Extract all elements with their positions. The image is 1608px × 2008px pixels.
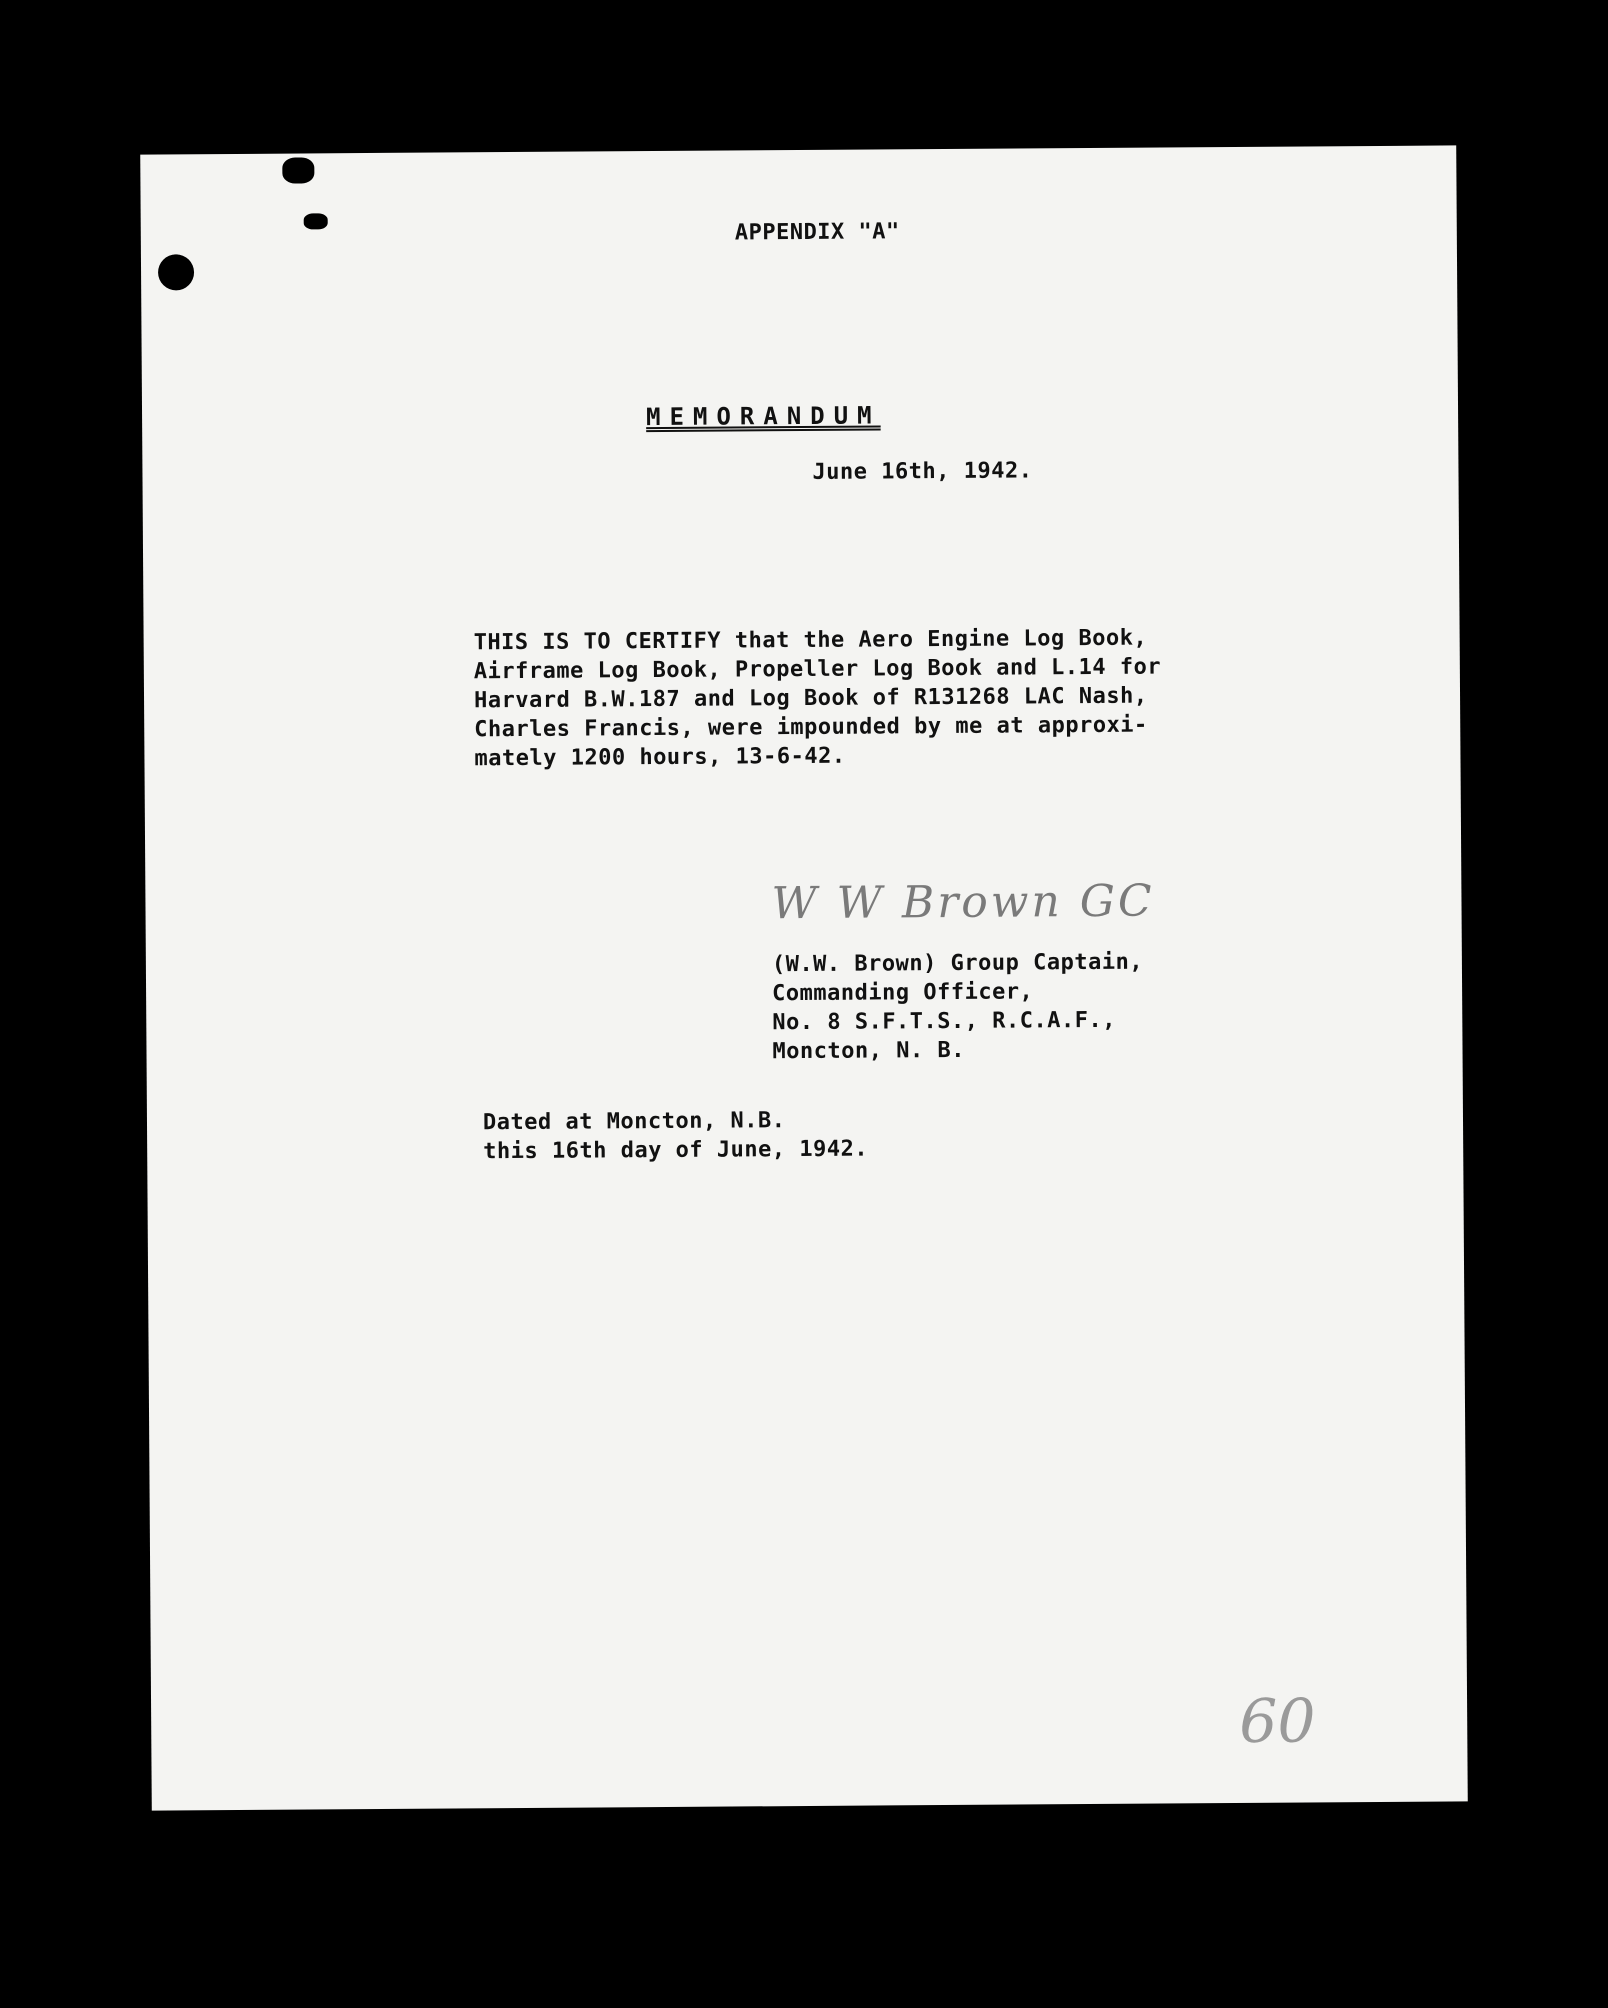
memo-date: June 16th, 1942. (812, 458, 1033, 485)
signatory-line: Moncton, N. B. (772, 1037, 966, 1065)
body-line: Airframe Log Book, Propeller Log Book and L.14 for (473, 654, 1162, 685)
body-line: mately 1200 hours, 13-6-42. (474, 743, 846, 772)
signatory-line: Commanding Officer, (772, 979, 1034, 1007)
appendix-label: APPENDIX "A" (734, 219, 900, 246)
dated-line: Dated at Moncton, N.B. (482, 1108, 786, 1136)
memorandum-page (140, 145, 1468, 1810)
memorandum-heading: MEMORANDUM (645, 401, 881, 432)
body-line: Harvard B.W.187 and Log Book of R131268 LAC Nash, (473, 683, 1148, 714)
staple-mark (282, 157, 314, 183)
dated-line: this 16th day of June, 1942. (483, 1136, 869, 1165)
handwritten-page-note: 60 (1238, 1686, 1316, 1757)
signatory-line: No. 8 S.F.T.S., R.C.A.F., (772, 1007, 1117, 1036)
punch-hole (158, 254, 194, 290)
body-line: THIS IS TO CERTIFY that the Aero Engine Log Book, (473, 625, 1148, 656)
handwritten-signature: W W Brown GC (771, 875, 1155, 930)
signatory-line: (W.W. Brown) Group Captain, (771, 949, 1144, 978)
staple-mark (304, 213, 328, 229)
body-line: Charles Francis, were impounded by me at approxi- (474, 712, 1148, 743)
